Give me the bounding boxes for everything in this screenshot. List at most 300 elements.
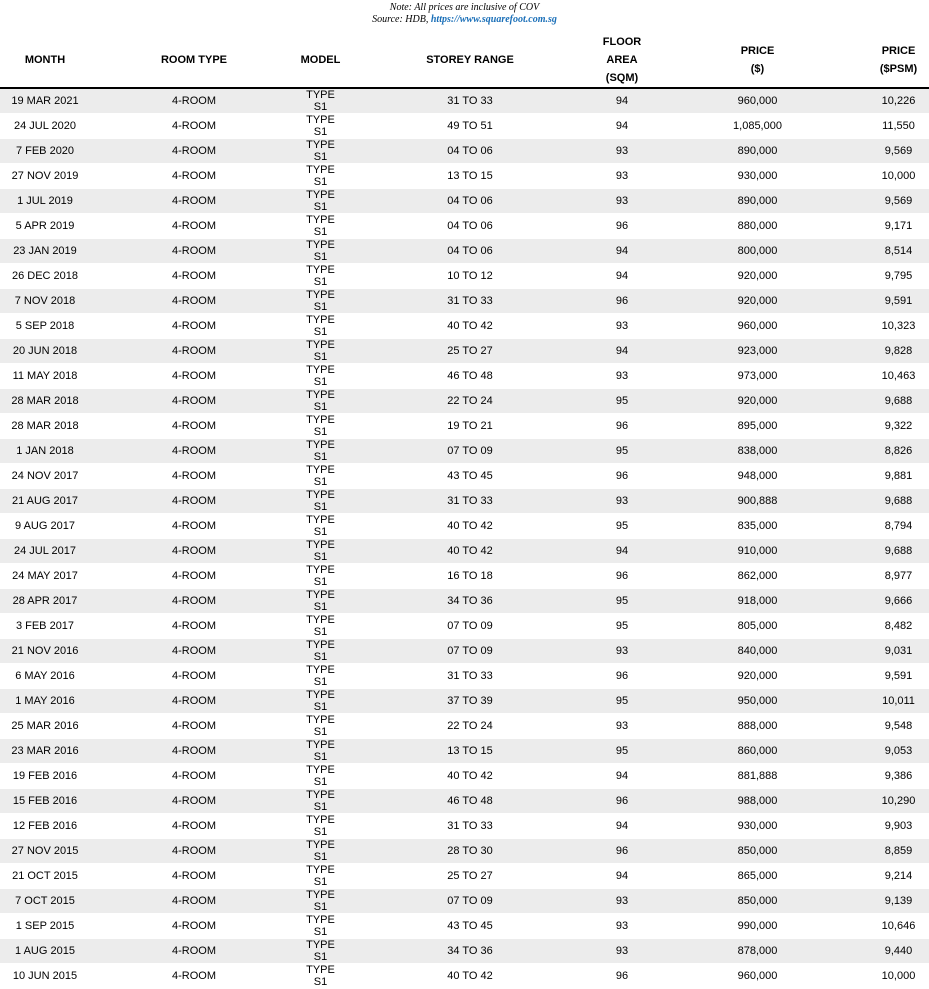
table-row [0,389,929,414]
cell-price-psm: 10,226 [868,88,929,114]
cell-storey-range: 04 TO 06 [343,214,597,239]
cell-room-type: 4-ROOM [90,789,298,814]
cell-floor-area: 96 [597,839,647,864]
cell-storey-range: 22 TO 24 [343,714,597,739]
cell-room-type: 4-ROOM [90,514,298,539]
cell-model: TYPE S1 [298,289,343,314]
cell-model: TYPE S1 [298,889,343,914]
cell-floor-area: 95 [597,589,647,614]
table-row [0,564,929,589]
cell-model: TYPE S1 [298,614,343,639]
cell-price: 890,000 [647,189,868,214]
cell-room-type: 4-ROOM [90,614,298,639]
cell-price-psm: 10,290 [868,789,929,814]
table-row [0,889,929,914]
header-storey-range: STOREY RANGE [343,33,597,88]
cell-model: TYPE S1 [298,589,343,614]
cell-month: 12 FEB 2016 [0,814,90,839]
cell-month: 5 APR 2019 [0,214,90,239]
cell-price-psm: 9,666 [868,589,929,614]
cell-price-psm: 9,440 [868,939,929,964]
cell-floor-area: 96 [597,289,647,314]
cell-model: TYPE S1 [298,764,343,789]
cell-model: TYPE S1 [298,364,343,389]
transactions-table [0,33,929,989]
cell-price-psm: 10,646 [868,914,929,939]
cell-price-psm: 9,053 [868,739,929,764]
cell-room-type: 4-ROOM [90,164,298,189]
cell-storey-range: 25 TO 27 [343,864,597,889]
cell-room-type: 4-ROOM [90,864,298,889]
cell-storey-range: 31 TO 33 [343,289,597,314]
cell-storey-range: 40 TO 42 [343,539,597,564]
cell-floor-area: 93 [597,314,647,339]
cell-model: TYPE S1 [298,539,343,564]
cell-price-psm: 9,139 [868,889,929,914]
cell-model: TYPE S1 [298,189,343,214]
table-row [0,139,929,164]
cell-month: 3 FEB 2017 [0,614,90,639]
cell-price-psm: 9,591 [868,289,929,314]
cell-price-psm: 9,688 [868,489,929,514]
cell-price: 920,000 [647,264,868,289]
cell-price-psm: 8,826 [868,439,929,464]
table-row [0,614,929,639]
cell-month: 27 NOV 2015 [0,839,90,864]
table-row [0,339,929,364]
table-row [0,489,929,514]
cell-room-type: 4-ROOM [90,214,298,239]
table-row [0,714,929,739]
cell-room-type: 4-ROOM [90,539,298,564]
table-row [0,264,929,289]
cell-floor-area: 94 [597,814,647,839]
cell-room-type: 4-ROOM [90,189,298,214]
cell-room-type: 4-ROOM [90,489,298,514]
cell-storey-range: 34 TO 36 [343,939,597,964]
cell-floor-area: 94 [597,764,647,789]
cell-floor-area: 95 [597,439,647,464]
cell-price-psm: 9,903 [868,814,929,839]
cell-price: 920,000 [647,389,868,414]
header-floor-area [597,33,647,88]
cell-price-psm: 8,859 [868,839,929,864]
table-row [0,939,929,964]
cell-storey-range: 13 TO 15 [343,739,597,764]
cell-floor-area: 96 [597,789,647,814]
cell-price: 850,000 [647,889,868,914]
cell-room-type: 4-ROOM [90,689,298,714]
cell-storey-range: 40 TO 42 [343,514,597,539]
price-note: Note: All prices are inclusive of COV [389,2,540,13]
cell-floor-area: 93 [597,914,647,939]
cell-month: 11 MAY 2018 [0,364,90,389]
header-row [0,33,929,88]
cell-month: 7 NOV 2018 [0,289,90,314]
cell-floor-area: 96 [597,414,647,439]
header-floor-area-l2: (SQM) [605,72,639,84]
cell-month: 28 APR 2017 [0,589,90,614]
cell-price: 880,000 [647,214,868,239]
cell-model: TYPE S1 [298,239,343,264]
cell-room-type: 4-ROOM [90,339,298,364]
cell-month: 21 NOV 2016 [0,639,90,664]
cell-price: 988,000 [647,789,868,814]
cell-price: 910,000 [647,539,868,564]
cell-price: 878,000 [647,939,868,964]
cell-price-psm: 8,514 [868,239,929,264]
cell-model: TYPE S1 [298,514,343,539]
cell-storey-range: 07 TO 09 [343,889,597,914]
table-row [0,764,929,789]
cell-price-psm: 9,171 [868,214,929,239]
cell-month: 6 MAY 2016 [0,664,90,689]
cell-storey-range: 46 TO 48 [343,364,597,389]
header-month: MONTH [0,33,90,88]
header-psm-l2: ($PSM) [879,63,918,75]
cell-room-type: 4-ROOM [90,764,298,789]
cell-storey-range: 34 TO 36 [343,589,597,614]
cell-price-psm: 10,000 [868,964,929,989]
cell-month: 1 JAN 2018 [0,439,90,464]
cell-room-type: 4-ROOM [90,964,298,989]
cell-price-psm: 9,569 [868,139,929,164]
cell-storey-range: 07 TO 09 [343,639,597,664]
cell-price: 960,000 [647,964,868,989]
cell-room-type: 4-ROOM [90,314,298,339]
cell-room-type: 4-ROOM [90,464,298,489]
cell-storey-range: 16 TO 18 [343,564,597,589]
cell-room-type: 4-ROOM [90,364,298,389]
source-prefix: Source: HDB, [372,14,431,25]
table-row [0,664,929,689]
cell-month: 23 MAR 2016 [0,739,90,764]
header-room-type: ROOM TYPE [90,33,298,88]
cell-month: 7 FEB 2020 [0,139,90,164]
cell-model: TYPE S1 [298,864,343,889]
cell-price-psm: 10,323 [868,314,929,339]
cell-month: 24 JUL 2017 [0,539,90,564]
cell-month: 24 NOV 2017 [0,464,90,489]
cell-month: 27 NOV 2019 [0,164,90,189]
cell-month: 7 OCT 2015 [0,889,90,914]
cell-price-psm: 9,031 [868,639,929,664]
table-row [0,189,929,214]
table-row [0,839,929,864]
cell-model: TYPE S1 [298,964,343,989]
cell-room-type: 4-ROOM [90,914,298,939]
cell-floor-area: 94 [597,114,647,139]
cell-room-type: 4-ROOM [90,389,298,414]
table-row [0,514,929,539]
cell-storey-range: 46 TO 48 [343,789,597,814]
cell-room-type: 4-ROOM [90,414,298,439]
cell-month: 19 FEB 2016 [0,764,90,789]
cell-price-psm: 9,214 [868,864,929,889]
cell-month: 1 SEP 2015 [0,914,90,939]
cell-storey-range: 04 TO 06 [343,139,597,164]
cell-room-type: 4-ROOM [90,439,298,464]
cell-price-psm: 9,386 [868,764,929,789]
cell-room-type: 4-ROOM [90,239,298,264]
cell-storey-range: 43 TO 45 [343,914,597,939]
cell-floor-area: 93 [597,714,647,739]
cell-price-psm: 9,688 [868,389,929,414]
cell-room-type: 4-ROOM [90,664,298,689]
cell-floor-area: 93 [597,164,647,189]
cell-floor-area: 95 [597,514,647,539]
cell-model: TYPE S1 [298,439,343,464]
source-link[interactable]: https://www.squarefoot.com.sg [430,14,557,25]
cell-storey-range: 31 TO 33 [343,489,597,514]
header-price-l2: ($) [750,63,765,75]
cell-room-type: 4-ROOM [90,714,298,739]
cell-month: 21 AUG 2017 [0,489,90,514]
cell-floor-area: 95 [597,389,647,414]
cell-floor-area: 93 [597,939,647,964]
table-row [0,314,929,339]
cell-month: 25 MAR 2016 [0,714,90,739]
cell-price: 920,000 [647,664,868,689]
cell-floor-area: 96 [597,214,647,239]
cell-model: TYPE S1 [298,464,343,489]
cell-price: 890,000 [647,139,868,164]
cell-month: 20 JUN 2018 [0,339,90,364]
cell-floor-area: 95 [597,689,647,714]
cell-price-psm: 10,000 [868,164,929,189]
cell-price: 930,000 [647,164,868,189]
cell-price: 865,000 [647,864,868,889]
cell-price: 800,000 [647,239,868,264]
table-row [0,114,929,139]
table-row [0,239,929,264]
cell-model: TYPE S1 [298,389,343,414]
header-model: MODEL [298,33,343,88]
cell-floor-area: 94 [597,88,647,114]
cell-month: 9 AUG 2017 [0,514,90,539]
cell-floor-area: 95 [597,739,647,764]
cell-price-psm: 8,482 [868,614,929,639]
cell-model: TYPE S1 [298,214,343,239]
cell-storey-range: 43 TO 45 [343,464,597,489]
cell-price: 895,000 [647,414,868,439]
cell-price: 960,000 [647,314,868,339]
cell-storey-range: 31 TO 33 [343,88,597,114]
table-row [0,289,929,314]
cell-storey-range: 40 TO 42 [343,314,597,339]
cell-month: 28 MAR 2018 [0,389,90,414]
cell-room-type: 4-ROOM [90,939,298,964]
table-row [0,88,929,114]
table-row [0,739,929,764]
cell-model: TYPE S1 [298,639,343,664]
cell-price-psm: 10,011 [868,689,929,714]
table-row [0,539,929,564]
cell-storey-range: 37 TO 39 [343,689,597,714]
cell-price-psm: 9,548 [868,714,929,739]
cell-price: 888,000 [647,714,868,739]
cell-floor-area: 93 [597,889,647,914]
cell-floor-area: 96 [597,464,647,489]
cell-price-psm: 9,881 [868,464,929,489]
cell-price-psm: 9,688 [868,539,929,564]
cell-model: TYPE S1 [298,314,343,339]
cell-model: TYPE S1 [298,739,343,764]
source-line [0,14,929,26]
cell-floor-area: 93 [597,189,647,214]
cell-price: 860,000 [647,739,868,764]
table-row [0,639,929,664]
cell-room-type: 4-ROOM [90,739,298,764]
cell-floor-area: 94 [597,539,647,564]
cell-storey-range: 40 TO 42 [343,764,597,789]
header-psm-l1: PRICE [881,45,916,57]
table-row [0,589,929,614]
cell-price: 835,000 [647,514,868,539]
cell-floor-area: 93 [597,364,647,389]
cell-storey-range: 04 TO 06 [343,189,597,214]
cell-model: TYPE S1 [298,914,343,939]
cell-price: 918,000 [647,589,868,614]
cell-floor-area: 94 [597,264,647,289]
cell-price: 920,000 [647,289,868,314]
cell-storey-range: 31 TO 33 [343,664,597,689]
cell-room-type: 4-ROOM [90,564,298,589]
cell-price: 923,000 [647,339,868,364]
cell-month: 19 MAR 2021 [0,88,90,114]
cell-month: 26 DEC 2018 [0,264,90,289]
cell-month: 1 AUG 2015 [0,939,90,964]
cell-price: 930,000 [647,814,868,839]
cell-price: 850,000 [647,839,868,864]
cell-month: 5 SEP 2018 [0,314,90,339]
cell-storey-range: 04 TO 06 [343,239,597,264]
cell-month: 15 FEB 2016 [0,789,90,814]
cell-model: TYPE S1 [298,339,343,364]
cell-model: TYPE S1 [298,564,343,589]
cell-storey-range: 49 TO 51 [343,114,597,139]
cell-room-type: 4-ROOM [90,589,298,614]
table-row [0,364,929,389]
cell-floor-area: 93 [597,489,647,514]
cell-model: TYPE S1 [298,689,343,714]
cell-price-psm: 9,569 [868,189,929,214]
cell-floor-area: 96 [597,664,647,689]
cell-price-psm: 9,322 [868,414,929,439]
cell-storey-range: 13 TO 15 [343,164,597,189]
cell-storey-range: 22 TO 24 [343,389,597,414]
cell-price: 900,888 [647,489,868,514]
cell-storey-range: 19 TO 21 [343,414,597,439]
cell-floor-area: 96 [597,564,647,589]
table-body [0,88,929,989]
cell-model: TYPE S1 [298,789,343,814]
cell-month: 21 OCT 2015 [0,864,90,889]
cell-price: 805,000 [647,614,868,639]
cell-model: TYPE S1 [298,489,343,514]
table-row [0,164,929,189]
cell-price: 960,000 [647,88,868,114]
cell-price-psm: 8,794 [868,514,929,539]
cell-storey-range: 07 TO 09 [343,614,597,639]
cell-month: 24 MAY 2017 [0,564,90,589]
cell-price: 862,000 [647,564,868,589]
table-row [0,814,929,839]
cell-month: 1 JUL 2019 [0,189,90,214]
cell-room-type: 4-ROOM [90,889,298,914]
cell-model: TYPE S1 [298,139,343,164]
header-price [647,33,868,88]
cell-model: TYPE S1 [298,814,343,839]
cell-floor-area: 94 [597,239,647,264]
cell-model: TYPE S1 [298,88,343,114]
cell-floor-area: 94 [597,339,647,364]
cell-month: 1 MAY 2016 [0,689,90,714]
cell-month: 24 JUL 2020 [0,114,90,139]
cell-price: 973,000 [647,364,868,389]
cell-storey-range: 28 TO 30 [343,839,597,864]
cell-model: TYPE S1 [298,164,343,189]
table-row [0,964,929,989]
cell-price: 990,000 [647,914,868,939]
cell-month: 10 JUN 2015 [0,964,90,989]
cell-storey-range: 07 TO 09 [343,439,597,464]
cell-room-type: 4-ROOM [90,814,298,839]
cell-room-type: 4-ROOM [90,289,298,314]
cell-room-type: 4-ROOM [90,114,298,139]
cell-price-psm: 11,550 [868,114,929,139]
cell-room-type: 4-ROOM [90,839,298,864]
cell-storey-range: 10 TO 12 [343,264,597,289]
cell-price-psm: 9,591 [868,664,929,689]
table-row [0,864,929,889]
table-row [0,439,929,464]
header-price-psm [868,33,929,88]
cell-month: 23 JAN 2019 [0,239,90,264]
table-row [0,214,929,239]
header-price-l1: PRICE [740,45,775,57]
table-row [0,689,929,714]
cell-room-type: 4-ROOM [90,88,298,114]
table-row [0,789,929,814]
cell-price-psm: 9,828 [868,339,929,364]
cell-storey-range: 40 TO 42 [343,964,597,989]
cell-room-type: 4-ROOM [90,139,298,164]
cell-price: 950,000 [647,689,868,714]
cell-price: 1,085,000 [647,114,868,139]
cell-room-type: 4-ROOM [90,264,298,289]
cell-storey-range: 25 TO 27 [343,339,597,364]
table-row [0,464,929,489]
table-row [0,414,929,439]
cell-price: 840,000 [647,639,868,664]
cell-month: 28 MAR 2018 [0,414,90,439]
cell-model: TYPE S1 [298,114,343,139]
header-floor-area-l1: FLOOR AREA [602,36,642,66]
cell-model: TYPE S1 [298,664,343,689]
cell-model: TYPE S1 [298,714,343,739]
cell-price: 948,000 [647,464,868,489]
cell-price: 838,000 [647,439,868,464]
cell-price-psm: 8,977 [868,564,929,589]
cell-floor-area: 95 [597,614,647,639]
cell-floor-area: 93 [597,639,647,664]
table-row [0,914,929,939]
cell-floor-area: 96 [597,964,647,989]
cell-floor-area: 93 [597,139,647,164]
cell-model: TYPE S1 [298,414,343,439]
cell-model: TYPE S1 [298,839,343,864]
